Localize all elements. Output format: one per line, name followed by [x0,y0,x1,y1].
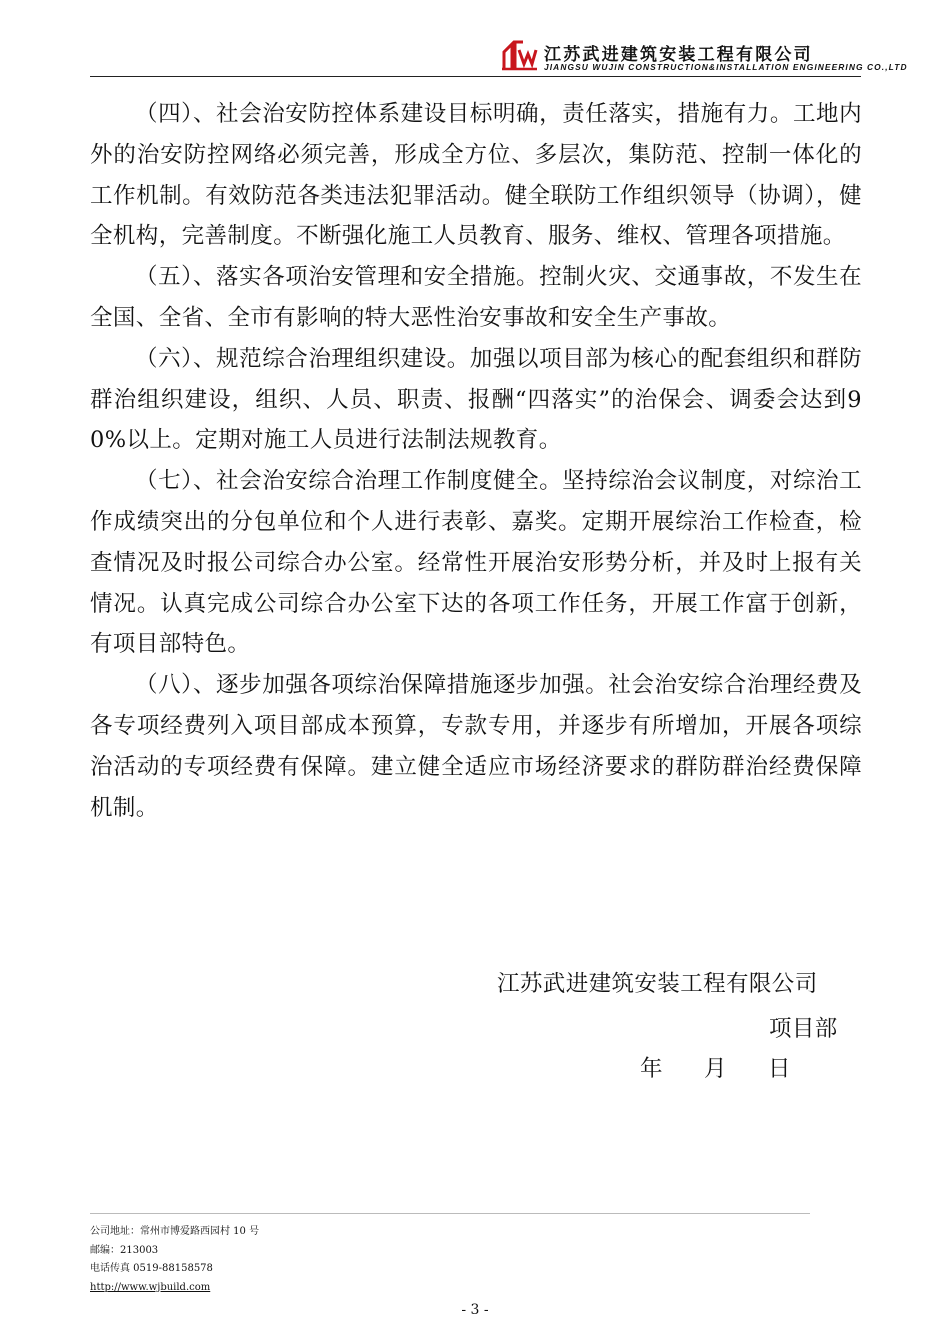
date-month-label: 月 [704,1056,727,1082]
date-year-label: 年 [640,1056,663,1082]
header-company-name-cn: 江苏武进建筑安装工程有限公司 [544,45,813,65]
page-footer [90,1223,259,1297]
footer-website-link[interactable]: http://www.wjbuild.com [90,1281,211,1293]
paragraph-6: （六）、规范综合治理组织建设。加强以项目部为核心的配套组织和群防群治组织建设，组织、人员、职责、报酬“四落实”的治保会、调委会达到90%以上。定期对施工人员进行法制法规教育。 [90,345,862,454]
signature-company: 江苏武进建筑安装工程有限公司 [497,971,818,997]
footer-phone: 电话传真 0519-88158578 [90,1263,213,1274]
page-number: - 3 - [461,1302,489,1318]
paragraph-4: （四）、社会治安防控体系建设目标明确，责任落实，措施有力。工地内外的治安防控网络必须完善，形成全方位、多层次，集防范、控制一体化的工作机制。有效防范各类违法犯罪活动。健全联防工作组织领导（协调），健全机构，完善制度。不断强化施工人员教育、服务、维权、管理各项措施。 [90,101,862,250]
signature-date [640,1051,791,1083]
page-header [90,30,908,76]
header-divider [90,76,861,77]
company-logo-icon [500,38,538,72]
footer-postcode: 邮编：213003 [90,1244,159,1256]
header-company-name-en: JIANGSU WUJIN CONSTRUCTION&INSTALLATION ENGINEERING CO.,LTD [544,62,908,72]
paragraph-8: （八）、逐步加强各项综治保障措施逐步加强。社会治安综合治理经费及各专项经费列入项目部成本预算，专款专用，并逐步有所增加，开展各项综治活动的专项经费有保障。建立健全适应市场经济要求的群防群治经费保障机制。 [90,672,862,821]
date-day-label: 日 [768,1056,791,1082]
footer-address: 公司地址：常州市博爱路西园村 10 号 [90,1226,260,1237]
paragraph-7: （七）、社会治安综合治理工作制度健全。坚持综治会议制度，对综治工作成绩突出的分包单位和个人进行表彰、嘉奖。定期开展综治工作检查，检查情况及时报公司综合办公室。经常性开展治安形势分析，并及时上报有关情况。认真完成公司综合办公室下达的各项工作任务，开展工作富于创新，有项目部特色。 [90,468,862,658]
paragraph-5: （五）、落实各项治安管理和安全措施。控制火灾、交通事故，不发生在全国、全省、全市有影响的特大恶性治安事故和安全生产事故。 [90,264,862,331]
signature-department: 项目部 [769,1016,838,1042]
footer-divider [90,1213,810,1214]
document-body [90,94,862,828]
